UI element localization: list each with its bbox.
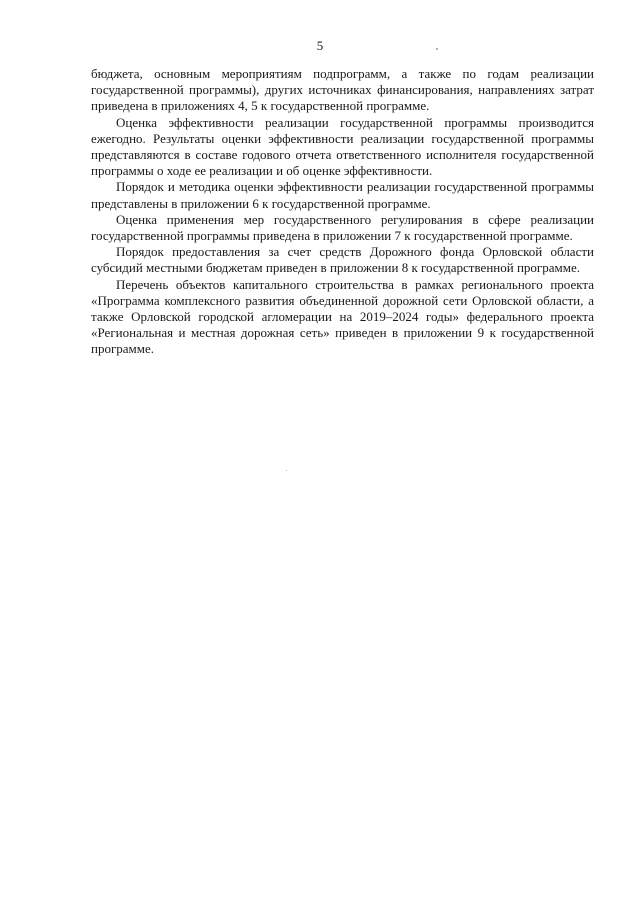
paragraph-regulation-measures: Оценка применения мер государственного регулирования в сфере реализации государственной программы приведена в приложении 7 к государственной программе. xyxy=(91,211,594,244)
document-body xyxy=(91,66,594,358)
paragraph-road-fund-subsidies: Порядок предоставления за счет средств Дорожного фонда Орловской области субсидий местными бюджетам приведен в приложении 8 к государственной программе. xyxy=(91,244,594,276)
paragraph-capital-construction: Перечень объектов капитального строительства в рамках регионального проекта «Программа комплексного развития объединенной дорожной сети Орловской области, а также Орловской городской агломерации на 2019–2024 годы» федерального проекта «Региональная и местная дорожная сеть» приведен в приложении 9 к государственной программе. xyxy=(91,276,594,357)
paragraph-methodology: Порядок и методика оценки эффективности реализации государственной программы представлены в приложении 6 к государственной программе. xyxy=(91,179,594,211)
scan-speck xyxy=(286,470,287,471)
paragraph-efficiency-assessment: Оценка эффективности реализации государственной программы производится ежегодно. Результаты оценки эффективности реализации государственной программы представляются в составе годового отчета ответственного исполнителя государственной программы о ходе ее реализации и об оценке эффективности. xyxy=(91,114,594,179)
paragraph-budget-continuation: бюджета, основным мероприятиям подпрограмм, а также по годам реализации государственной программы), других источниках финансирования, направлениях затрат приведена в приложениях 4, 5 к государственной программе. xyxy=(91,66,594,114)
scan-speck xyxy=(436,48,438,50)
page-number: 5 xyxy=(316,38,324,53)
